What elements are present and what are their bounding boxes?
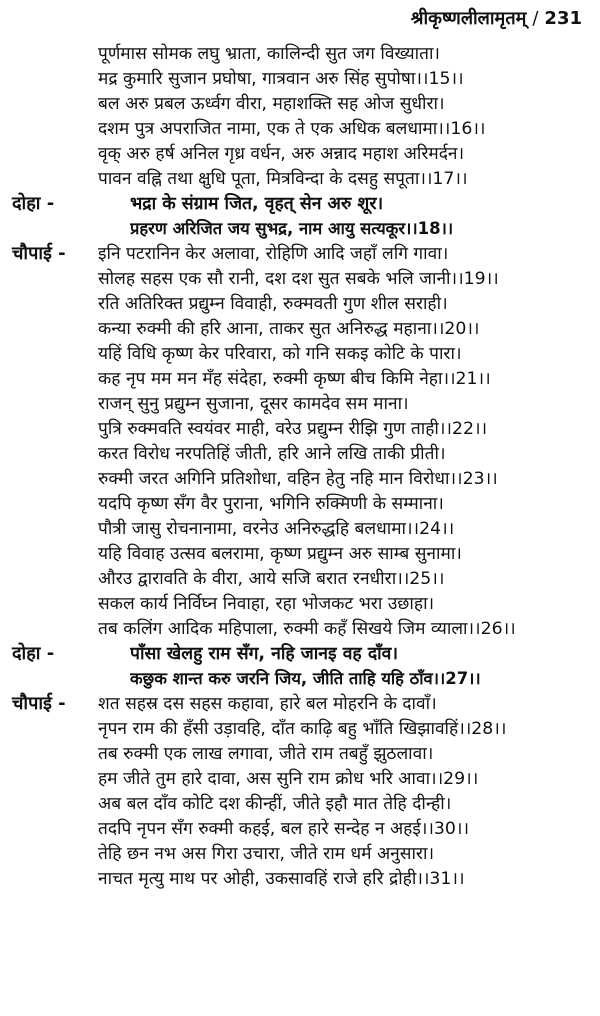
verse-line: सोलह सहस एक सौ रानी, दश दश सुत सबके भलि जानी।।19।।	[98, 269, 499, 289]
verse-line: मद्र कुमारि सुजान प्रघोषा, गात्रवान अरु सिंह सुपोषा।।15।।	[98, 69, 464, 89]
verse-line: तेहि छन नभ अस गिरा उचारा, जीते राम धर्म अनुसारा।	[98, 844, 435, 864]
verse-line: तब रुक्मी एक लाख लगावा, जीते राम तबहुँ झुठलावा।	[98, 744, 434, 764]
page-header	[411, 6, 582, 30]
book-title: श्रीकृष्णलीलामृतम्	[410, 8, 527, 29]
verse-line: तदपि नृपन सँग रुक्मी कहई, बल हारे सन्देह न अहई।।30।।	[98, 819, 470, 839]
verse-line: पूर्णमास सोमक लघु भ्राता, कालिन्दी सुत जग विख्याता।	[98, 44, 440, 64]
verse-line: नृपन राम की हँसी उड़ावहि, दाँत काढ़ि बहु भाँति खिझावहिं।।28।।	[98, 719, 507, 739]
verse-line: पौत्री जासु रोचनानामा, वरनेउ अनिरुद्धहि बलधामा।।24।।	[98, 519, 455, 539]
verse-line: अब बल दाँव कोटि दश कीन्हीं, जीते इहौ मात तेहि दीन्ही।	[98, 794, 452, 814]
verse-line: रति अतिरिक्त प्रद्युम्न विवाही, रुक्मवती गुण शील सराही।	[98, 294, 448, 314]
verse-line: कन्या रुक्मी की हरि आना, ताकर सुत अनिरुद्ध महाना।।20।।	[98, 319, 480, 339]
verse-line: रुक्मी जरत अगिनि प्रतिशोधा, वहिन हेतु नहि मान विरोधा।।23।।	[98, 469, 498, 489]
verse-line: बल अरु प्रबल ऊर्ध्वग वीरा, महाशक्ति सह ओज सुधीरा।	[98, 94, 445, 114]
verse-line: पावन वह्नि तथा क्षुधि पूता, मित्रविन्दा के दसहु सपूता।।17।।	[98, 169, 468, 189]
verse-line: औरउ द्वारावति के वीरा, आये सजि बरात रनधीरा।।25।।	[98, 569, 445, 589]
doha-label: दोहा -	[12, 643, 55, 664]
verse-line: यहिं विधि कृष्ण केर परिवारा, को गनि सकइ कोटि के पारा।	[98, 344, 462, 364]
chaupai-label: चौपाई -	[12, 243, 66, 264]
doha-label: दोहा -	[12, 193, 55, 214]
doha-line: प्रहरण अरिजित जय सुभद्र, नाम आयु सत्यकूर।।18।।	[130, 219, 454, 238]
doha-line: भद्रा के संग्राम जित, वृहत् सेन अरु शूर।	[130, 194, 384, 214]
verse-line: राजन् सुनु प्रद्युम्न सुजाना, दूसर कामदेव सम माना।	[98, 394, 409, 414]
page-number: 231	[544, 8, 582, 29]
verse-line: यदपि कृष्ण सँग वैर पुराना, भगिनि रुक्मिणी के सम्माना।	[98, 494, 444, 514]
verse-line: हम जीते तुम हारे दावा, अस सुनि राम क्रोध भरि आवा।।29।।	[98, 769, 479, 789]
verse-line: वृक् अरु हर्ष अनिल गृध्र वर्धन, अरु अन्नाद महाश अरिमर्दन।	[98, 144, 465, 164]
verse-line: इनि पटरानिन केर अलावा, रोहिणि आदि जहाँ लगि गावा।	[98, 244, 449, 264]
verse-line: सकल कार्य निर्विघ्न निवाहा, रहा भोजकट भरा उछाहा।	[98, 594, 435, 614]
verse-line: शत सहस्र दस सहस कहावा, हारे बल मोहरनि के दावाँ।	[98, 694, 437, 714]
verse-line: तब कलिंग आदिक महिपाला, रुक्मी कहँ सिखये जिम व्याला।।26।।	[98, 619, 516, 639]
verse-line: यहि विवाह उत्सव बलरामा, कृष्ण प्रद्युम्न अरु साम्ब सुनामा।	[98, 544, 462, 564]
verse-line: कह नृप मम मन मँह संदेहा, रुक्मी कृष्ण बीच किमि नेहा।।21।।	[98, 369, 491, 389]
verse-line: करत विरोध नरपतिहिं जीती, हरि आने लखि ताकी प्रीती।	[98, 444, 446, 464]
verse-line: दशम पुत्र अपराजित नामा, एक ते एक अधिक बलधामा।।16।।	[98, 119, 486, 139]
verse-line: नाचत मृत्यु माथ पर ओही, उकसावहिं राजे हरि द्रोही।।31।।	[98, 869, 465, 889]
chaupai-label: चौपाई -	[12, 693, 66, 714]
doha-line: पाँसा खेलहु राम सँग, नहि जानइ वह दाँव।	[130, 644, 399, 664]
verse-line: पुत्रि रुक्मवति स्वयंवर माही, वरेउ प्रद्युम्न रीझि गुण ताही।।22।।	[98, 419, 488, 439]
header-separator: /	[532, 8, 539, 29]
doha-line: कछुक शान्त करु जरनि जिय, जीति ताहि यहि ठाँव।।27।।	[130, 669, 481, 688]
